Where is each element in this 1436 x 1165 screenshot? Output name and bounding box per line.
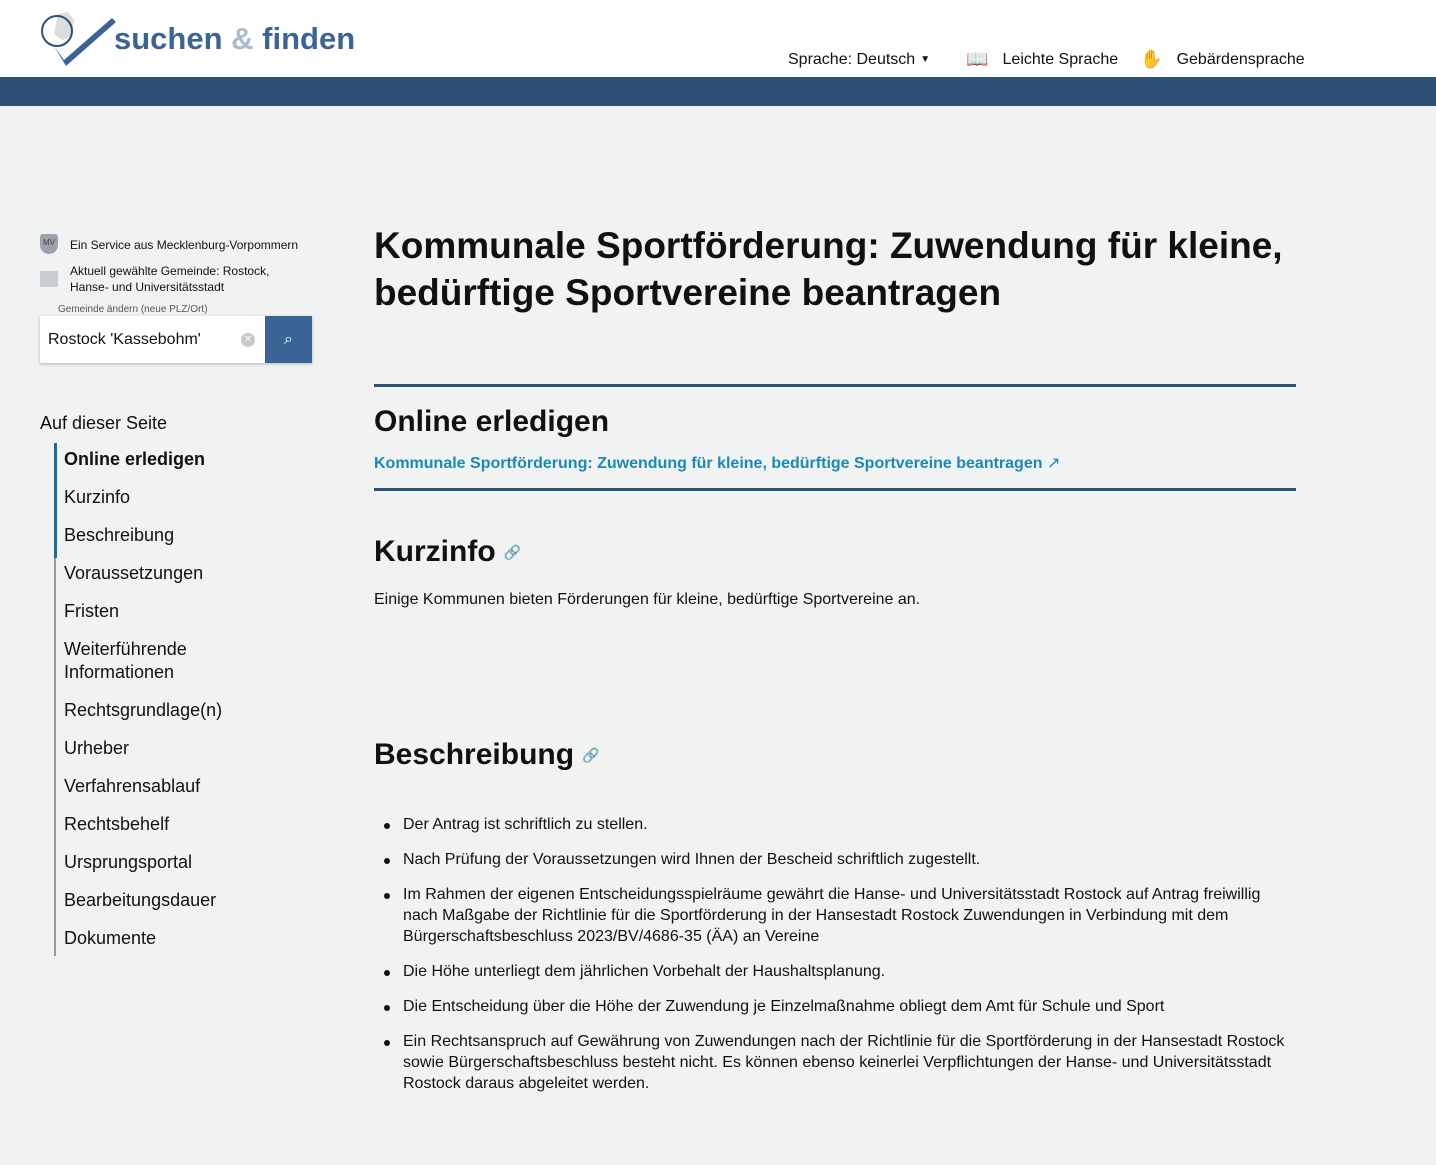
toc-voraussetzungen[interactable]: Voraussetzungen	[64, 563, 204, 583]
toc-active-indicator	[54, 443, 57, 558]
building-icon	[40, 271, 58, 287]
toc-weiterfuehrende-informationen[interactable]: Weiterführende Informationen	[64, 639, 187, 682]
sign-language-label: Gebärdensprache	[1176, 50, 1305, 68]
municipality-field-label: Gemeinde ändern (neue PLZ/Ort)	[58, 304, 208, 315]
top-nav	[788, 49, 1327, 70]
sign-language-link[interactable]	[1140, 49, 1305, 70]
municipality-info	[40, 263, 315, 295]
logo-check-magnifier-icon	[40, 10, 118, 66]
anchor-link-icon[interactable]: 🔗	[503, 543, 522, 560]
municipality-text: Aktuell gewählte Gemeinde: Rostock, Hanse- und Universitätsstadt	[70, 264, 270, 294]
service-info	[40, 234, 315, 254]
list-item: Ein Rechtsanspruch auf Gewährung von Zuwendungen nach der Richtlinie für die Sportförderung in der Hansestadt Rostock sowie Bürgerschaftsbeschluss besteht nicht. Es können ebenso keinerlei Verpflichtungen der Hanse- und Universitätsstadt Rostock daraus abgeleitet werden.	[374, 1031, 1296, 1094]
toc-dokumente[interactable]: Dokumente	[64, 928, 157, 948]
external-link-icon: ↗	[1046, 455, 1061, 472]
site-header	[0, 0, 1436, 77]
search-icon: ⌕	[284, 330, 293, 348]
anchor-link-icon[interactable]: 🔗	[582, 746, 600, 763]
toc-ursprungsportal[interactable]: Ursprungsportal	[64, 852, 193, 872]
easy-language-label: Leichte Sprache	[1002, 50, 1119, 68]
caret-down-icon: ▼	[920, 54, 931, 65]
sidebar	[40, 234, 315, 960]
language-label: Sprache: Deutsch	[788, 50, 916, 68]
service-text: Ein Service aus Mecklenburg-Vorpommern	[70, 238, 299, 252]
toc	[54, 443, 315, 956]
toc-bearbeitungsdauer[interactable]: Bearbeitungsdauer	[64, 890, 217, 910]
toc-title: Auf dieser Seite	[40, 413, 168, 433]
toc-online-erledigen[interactable]: Online erledigen	[64, 449, 206, 469]
beschreibung-heading-text: Beschreibung	[374, 738, 575, 771]
section-divider	[374, 488, 1296, 491]
toc-verfahrensablauf[interactable]: Verfahrensablauf	[64, 776, 201, 796]
beschreibung-list	[374, 814, 1296, 1094]
header-bar	[0, 77, 1436, 106]
search-button[interactable]	[265, 316, 312, 363]
reading-person-icon: 📖	[966, 49, 989, 69]
online-service-link[interactable]	[374, 455, 1060, 472]
municipality-search	[40, 316, 312, 363]
list-item: Im Rahmen der eigenen Entscheidungsspielräume gewährt die Hanse- und Universitätsstadt Rostock auf Antrag freiwillig nach Maßgabe der Richtlinie für die Sportförderung in der Hansestadt Rostock Zuwendungen in Verbindung mit dem Bürgerschaftsbeschluss 2023/BV/4686-35 (ÄA) an Vereine	[374, 884, 1296, 947]
municipality-input[interactable]	[40, 316, 265, 363]
online-heading: Online erledigen	[374, 405, 610, 438]
logo[interactable]	[40, 10, 355, 66]
municipality-input-value: Rostock 'Kassebohm'	[48, 330, 201, 348]
toc-urheber[interactable]: Urheber	[64, 738, 130, 758]
main-content	[374, 222, 1296, 1108]
toc-rechtsgrundlagen[interactable]: Rechtsgrundlage(n)	[64, 700, 223, 720]
sign-hands-icon: ✋	[1140, 49, 1163, 69]
beschreibung-heading	[374, 738, 1296, 772]
logo-word-suchen: suchen	[114, 21, 223, 56]
toc-fristen[interactable]: Fristen	[64, 601, 120, 621]
toc-kurzinfo[interactable]: Kurzinfo	[64, 487, 131, 507]
logo-amp: &	[231, 21, 254, 56]
page-title: Kommunale Sportförderung: Zuwendung für kleine, bedürftige Sportvereine beantragen	[374, 225, 1283, 313]
mv-shield-icon: MV	[40, 234, 58, 254]
list-item: Die Höhe unterliegt dem jährlichen Vorbehalt der Haushaltsplanung.	[374, 961, 1296, 982]
online-service-link-text: Kommunale Sportförderung: Zuwendung für kleine, bedürftige Sportvereine beantragen	[374, 455, 1043, 472]
list-item: Nach Prüfung der Voraussetzungen wird Ihnen der Bescheid schriftlich zugestellt.	[374, 849, 1296, 870]
language-dropdown[interactable]	[788, 51, 930, 69]
section-divider	[374, 384, 1296, 387]
toc-rechtsbehelf[interactable]: Rechtsbehelf	[64, 814, 170, 834]
clear-icon[interactable]: ✕	[241, 333, 255, 347]
list-item: Die Entscheidung über die Höhe der Zuwendung je Einzelmaßnahme obliegt dem Amt für Schule und Sport	[374, 996, 1296, 1017]
toc-beschreibung[interactable]: Beschreibung	[64, 525, 175, 545]
kurzinfo-heading	[374, 535, 1296, 569]
list-item: Der Antrag ist schriftlich zu stellen.	[374, 814, 1296, 835]
logo-word-finden: finden	[262, 21, 356, 56]
easy-language-link[interactable]	[966, 49, 1118, 70]
kurzinfo-heading-text: Kurzinfo	[374, 535, 496, 568]
kurzinfo-text: Einige Kommunen bieten Förderungen für kleine, bedürftige Sportvereine an.	[374, 591, 921, 608]
